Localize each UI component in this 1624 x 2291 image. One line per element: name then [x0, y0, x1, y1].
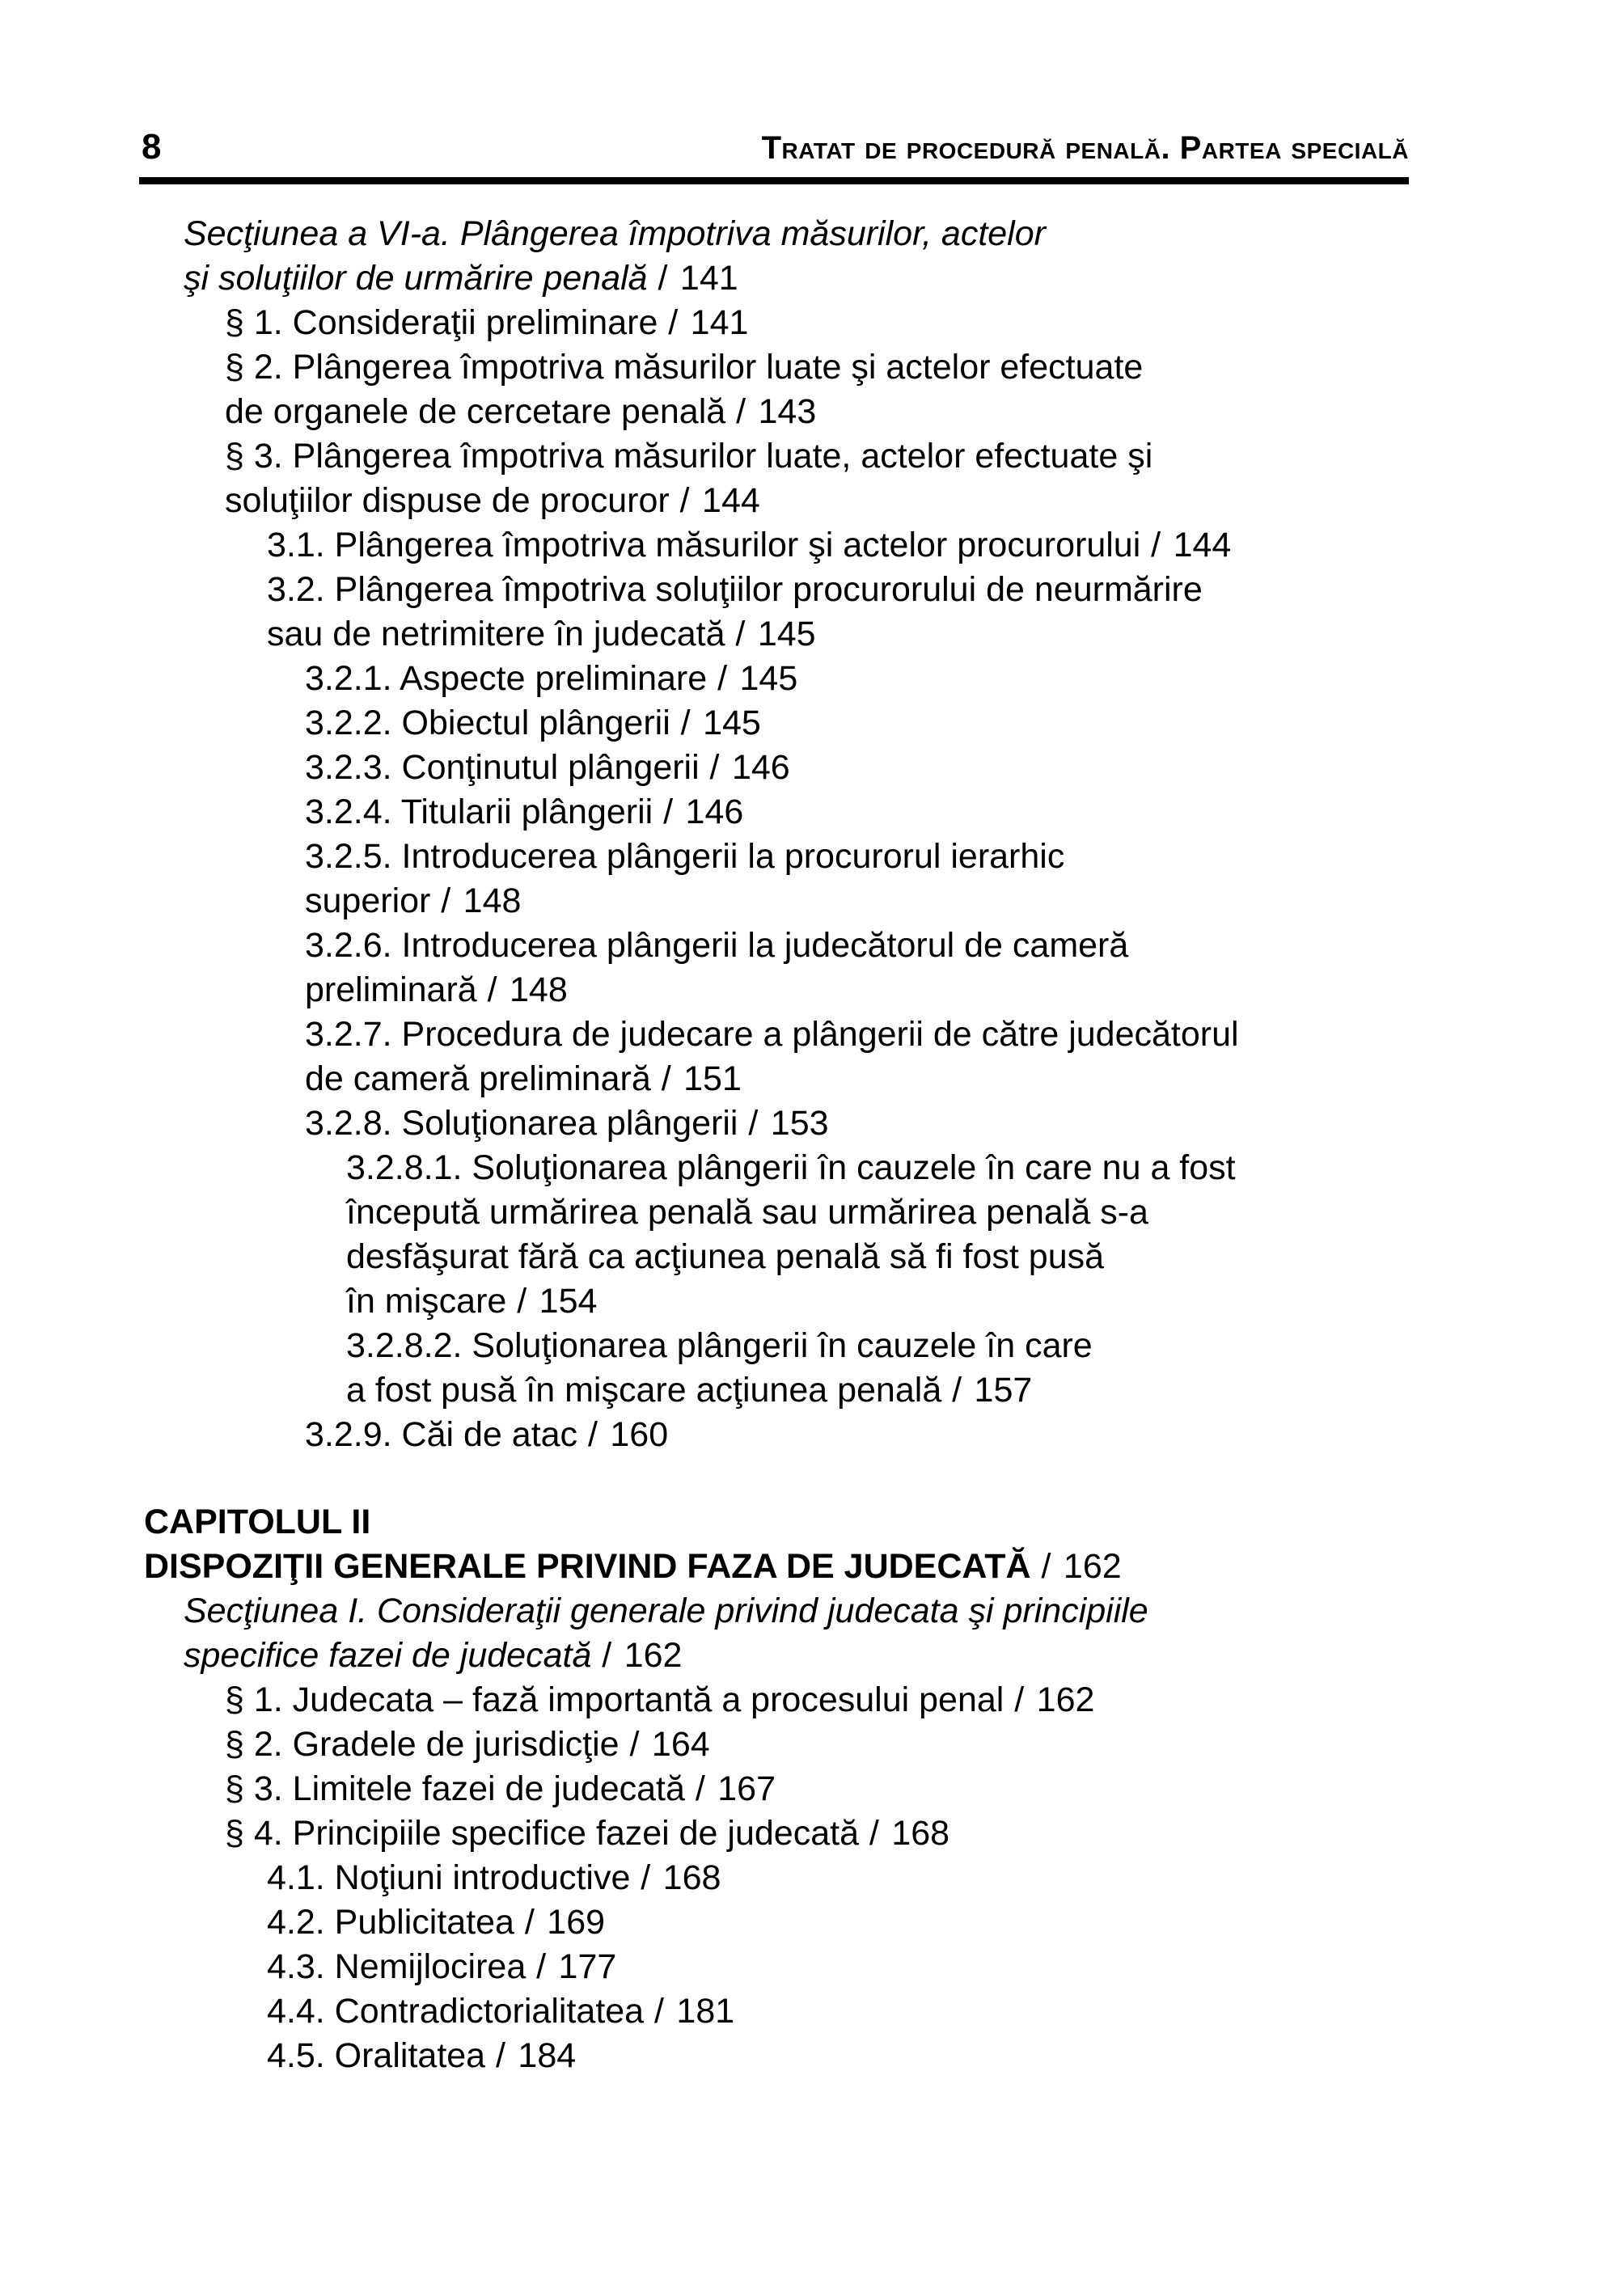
toc-line — [142, 1146, 1409, 1190]
page-number: 141 — [690, 303, 749, 342]
page-separator: / — [668, 303, 679, 342]
toc-line — [142, 924, 1409, 968]
running-title: Tratat de procedură penală. Partea specială — [761, 130, 1409, 166]
toc-line — [142, 1811, 1409, 1856]
page-separator: / — [653, 1992, 664, 2031]
toc-entry-text: DISPOZIŢII GENERALE PRIVIND FAZA DE JUDECATĂ — [144, 1547, 1031, 1586]
toc-line — [142, 212, 1409, 256]
toc-entry-text: § 1. Consideraţii preliminare — [225, 303, 658, 342]
toc-entry-text: desfăşurat fără ca acţiunea penală să fi fost pusă — [346, 1237, 1105, 1276]
toc-line — [142, 1057, 1409, 1101]
toc-line — [142, 968, 1409, 1012]
page-number: 162 — [1063, 1547, 1122, 1586]
page-number: 148 — [510, 970, 568, 1009]
page-number: 164 — [651, 1725, 710, 1764]
toc-entry-text: începută urmărirea penală sau urmărirea penală s-a — [346, 1193, 1148, 1232]
page-number: 144 — [702, 481, 760, 520]
toc-entry-text: 3.2.4. Titularii plângerii — [305, 793, 653, 831]
toc-entry-text: 3.2.5. Introducerea plângerii la procurorul ierarhic — [305, 837, 1065, 876]
page-separator: / — [661, 1059, 671, 1098]
page-number: 145 — [757, 615, 816, 653]
toc-entry-text: de organele de cercetare penală — [225, 392, 726, 431]
page-number: 184 — [518, 2036, 577, 2075]
page-separator: / — [587, 1415, 598, 1454]
toc-line — [142, 568, 1409, 612]
toc-line — [142, 746, 1409, 790]
page-separator: / — [952, 1371, 962, 1410]
page-separator: / — [680, 704, 691, 742]
page-separator: / — [658, 259, 668, 298]
page-number: 146 — [685, 793, 744, 831]
page-number: 162 — [624, 1636, 683, 1675]
page-separator: / — [495, 2036, 505, 2075]
page-separator: / — [663, 793, 674, 831]
toc-entry-text: superior — [305, 881, 431, 920]
page-number: 168 — [662, 1858, 721, 1897]
toc-line — [142, 390, 1409, 434]
toc-entry-text: § 3. Plângerea împotriva măsurilor luate, actelor efectuate şi — [225, 437, 1153, 476]
page-separator: / — [524, 1903, 535, 1942]
page-number: 169 — [547, 1903, 606, 1942]
page-separator: / — [1041, 1547, 1051, 1586]
toc-entry-text: 3.2.8. Soluţionarea plângerii — [305, 1104, 738, 1143]
toc-entry-text: 4.1. Noţiuni introductive — [267, 1858, 631, 1897]
toc-entry-text: şi soluţiilor de urmărire penală — [184, 259, 648, 298]
toc-entry-text: 3.2.9. Căi de atac — [305, 1415, 578, 1454]
toc-entry-text: § 4. Principiile specifice fazei de judecată — [225, 1814, 859, 1853]
toc-line — [142, 879, 1409, 924]
page-number: 143 — [758, 392, 817, 431]
toc-line — [142, 1634, 1409, 1678]
page-separator: / — [709, 748, 720, 787]
page-header — [142, 129, 1409, 165]
page-number: 141 — [679, 259, 738, 298]
toc-line — [142, 835, 1409, 879]
page-separator: / — [679, 481, 690, 520]
toc-line — [142, 701, 1409, 746]
toc-line — [142, 1012, 1409, 1057]
toc-entry-text: Secţiunea a VI-a. Plângerea împotriva măsurilor, actelor — [184, 214, 1046, 253]
toc-line — [142, 1900, 1409, 1945]
page-number: 145 — [703, 704, 761, 742]
toc-line — [142, 345, 1409, 390]
toc-line — [142, 657, 1409, 701]
page-number: 167 — [717, 1769, 776, 1808]
toc-entry-text: 3.2.6. Introducerea plângerii la judecătorul de cameră — [305, 926, 1129, 965]
toc-line — [142, 2034, 1409, 2078]
page-number: 160 — [610, 1415, 669, 1454]
table-of-contents — [142, 212, 1409, 2078]
page-number: 157 — [974, 1371, 1033, 1410]
page-separator: / — [1014, 1680, 1025, 1719]
toc-line — [142, 1722, 1409, 1767]
page-number: 146 — [731, 748, 790, 787]
toc-line — [142, 256, 1409, 301]
toc-line — [142, 1856, 1409, 1900]
toc-entry-text: § 2. Plângerea împotriva măsurilor luate şi actelor efectuate — [225, 348, 1144, 387]
page-number: 181 — [676, 1992, 735, 2031]
toc-entry-text: soluţiilor dispuse de procuror — [225, 481, 670, 520]
page-separator: / — [717, 659, 728, 698]
page-number: 144 — [1173, 526, 1232, 564]
page-separator: / — [695, 1769, 705, 1808]
toc-entry-text: Secţiunea I. Consideraţii generale privind judecata şi principiile — [184, 1591, 1148, 1630]
toc-entry-text: 4.3. Nemijlocirea — [267, 1947, 527, 1986]
toc-entry-text: a fost pusă în mişcare acţiunea penală — [346, 1371, 942, 1410]
page-number: 151 — [683, 1059, 742, 1098]
toc-entry-text: 3.2.2. Obiectul plângerii — [305, 704, 670, 742]
page-separator: / — [748, 1104, 759, 1143]
page-number: 145 — [739, 659, 798, 698]
toc-entry-text: specifice fazei de judecată — [184, 1636, 592, 1675]
toc-line — [142, 1324, 1409, 1368]
header-rule — [139, 177, 1409, 184]
page-number: 177 — [558, 1947, 617, 1986]
toc-line — [142, 1589, 1409, 1634]
toc-entry-text: 3.2.1. Aspecte preliminare — [305, 659, 708, 698]
toc-entry-text: § 1. Judecata – fază importantă a procesului penal — [225, 1680, 1004, 1719]
toc-line — [142, 1279, 1409, 1324]
toc-line — [142, 1190, 1409, 1235]
page-separator: / — [641, 1858, 651, 1897]
toc-line — [142, 1945, 1409, 1989]
page-separator: / — [602, 1636, 612, 1675]
page-separator: / — [517, 1282, 527, 1321]
toc-line — [142, 612, 1409, 657]
toc-entry-text: 3.1. Plângerea împotriva măsurilor şi actelor procurorului — [267, 526, 1141, 564]
page-number: 168 — [891, 1814, 950, 1853]
page-number: 162 — [1036, 1680, 1095, 1719]
page-separator: / — [536, 1947, 547, 1986]
page-number-folio: 8 — [142, 127, 162, 167]
toc-entry-text: § 2. Gradele de jurisdicţie — [225, 1725, 620, 1764]
page-separator: / — [736, 392, 746, 431]
toc-entry-text: 3.2. Plângerea împotriva soluţiilor procurorului de neurmărire — [267, 570, 1203, 609]
toc-entry-text: 4.5. Oralitatea — [267, 2036, 486, 2075]
toc-line — [142, 1545, 1409, 1589]
toc-entry-text: CAPITOLUL II — [144, 1503, 371, 1541]
toc-entry-text: sau de netrimitere în judecată — [267, 615, 725, 653]
toc-entry-text: 3.2.8.2. Soluţionarea plângerii în cauzele în care — [346, 1326, 1093, 1365]
toc-entry-text: § 3. Limitele fazei de judecată — [225, 1769, 685, 1808]
toc-entry-text: preliminară — [305, 970, 477, 1009]
toc-line — [142, 1368, 1409, 1413]
page-separator: / — [441, 881, 451, 920]
page-number: 153 — [770, 1104, 829, 1143]
page-separator: / — [487, 970, 497, 1009]
toc-line — [142, 1767, 1409, 1811]
toc-line — [142, 523, 1409, 568]
page-separator: / — [629, 1725, 640, 1764]
toc-line — [142, 1678, 1409, 1722]
toc-line — [142, 1989, 1409, 2034]
toc-line — [142, 790, 1409, 835]
toc-line — [142, 301, 1409, 345]
page-number: 148 — [463, 881, 522, 920]
page-separator: / — [1151, 526, 1161, 564]
toc-entry-text: 3.2.8.1. Soluţionarea plângerii în cauzele în care nu a fost — [346, 1148, 1236, 1187]
toc-line — [142, 479, 1409, 523]
toc-line — [142, 1235, 1409, 1279]
page-separator: / — [735, 615, 746, 653]
toc-entry-text: 3.2.7. Procedura de judecare a plângerii de către judecătorul — [305, 1015, 1239, 1054]
toc-entry-text: de cameră preliminară — [305, 1059, 651, 1098]
page-number: 154 — [539, 1282, 598, 1321]
page-separator: / — [869, 1814, 879, 1853]
toc-entry-text: 4.4. Contradictorialitatea — [267, 1992, 645, 2031]
toc-line — [142, 434, 1409, 479]
toc-entry-text: 4.2. Publicitatea — [267, 1903, 514, 1942]
toc-line — [142, 1500, 1409, 1545]
toc-line — [142, 1101, 1409, 1146]
toc-entry-text: în mişcare — [346, 1282, 507, 1321]
toc-line — [142, 1413, 1409, 1457]
toc-entry-text: 3.2.3. Conţinutul plângerii — [305, 748, 700, 787]
